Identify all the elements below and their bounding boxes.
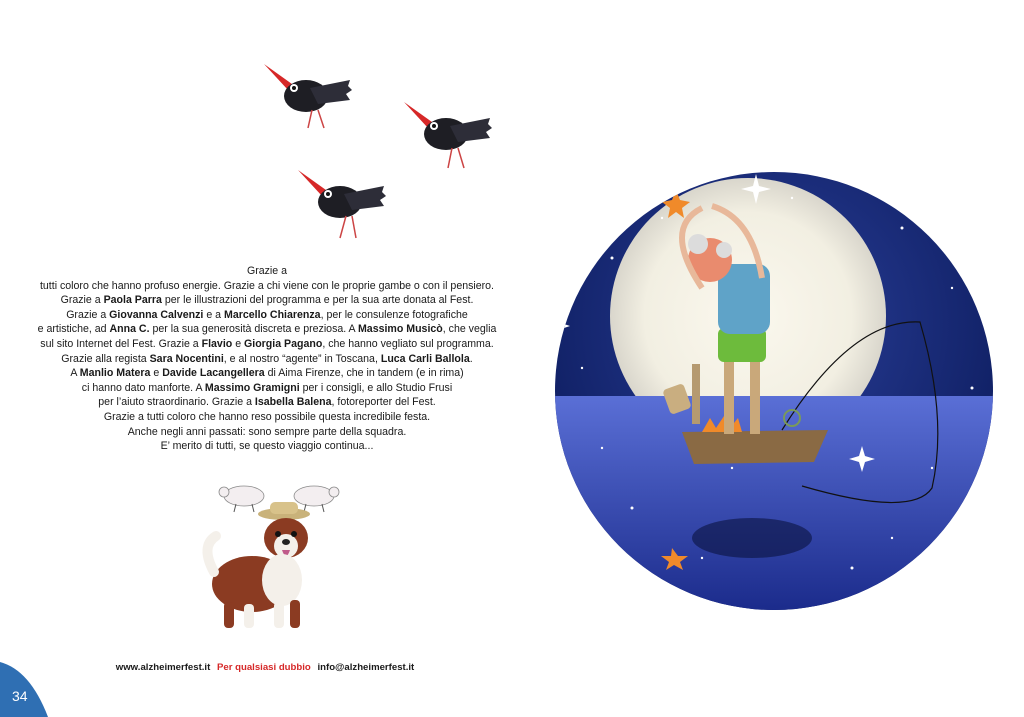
thanks-line [22,337,512,352]
bird-icon [292,164,392,244]
thanks-text: e [232,337,245,350]
thanks-line [22,308,512,323]
thanks-name: Massimo Musicò [357,323,443,336]
thanks-text: , per le consulenze fotografiche [320,308,468,321]
bird-icon [258,58,358,138]
thanks-line [22,264,512,279]
thanks-text: tutti coloro che hanno profuso energie. Grazie a chi viene con le proprie gambe o con il pensiero. [39,279,495,292]
thanks-text: sul sito Internet del Fest. Grazie a [40,337,202,350]
thanks-text: Grazie a [246,265,288,277]
thanks-line [22,381,512,396]
thanks-name: Giorgia Pagano [244,337,323,350]
thanks-text: e a [203,308,224,321]
thanks-line [22,279,512,294]
thanks-name: Isabella Balena [254,396,332,409]
thanks-name: Flavio [201,337,233,350]
email-link[interactable]: info@alzheimerfest.it [317,662,415,673]
thanks-name: Paola Parra [103,294,162,307]
thanks-text: e [150,367,163,380]
thanks-text: ci hanno dato manforte. A [81,381,205,394]
thanks-text: per i consigli, e allo Studio Frusi [299,381,453,394]
thanks-text: , che veglia [442,323,497,336]
thanks-line [22,410,512,425]
thanks-text: , fotoreporter del Fest. [331,396,436,409]
thanks-text: Grazie a [60,294,104,307]
thanks-text: , che hanno vegliato sul programma. [322,337,494,350]
thanks-text: Grazie a tutti coloro che hanno reso possibile questa incredibile festa. [103,410,431,423]
bird-icon [398,96,498,176]
thanks-text: , e al nostro “agente” in Toscana, [223,352,381,365]
thanks-line [22,366,512,381]
page-number: 34 [12,688,28,704]
thanks-text: per l’aiuto straordinario. Grazie a [98,396,255,409]
thanks-text: A [70,367,80,380]
acknowledgements-text [22,264,512,454]
thanks-line [22,352,512,367]
thanks-name: Massimo Gramigni [204,381,300,394]
thanks-text: Anche negli anni passati: sono sempre parte della squadra. [127,425,407,438]
thanks-text: . [469,352,473,365]
thanks-line [22,293,512,308]
thanks-text: e artistiche, ad [37,323,110,336]
thanks-line [22,322,512,337]
doubt-label: Per qualsiasi dubbio [216,662,311,673]
thanks-text: Grazie alla regista [61,352,150,365]
thanks-text: di Aima Firenze, che in tandem (e in rima) [264,367,464,380]
thanks-line [22,439,512,454]
thanks-text: E’ merito di tutti, se questo viaggio continua... [160,440,374,453]
thanks-name: Davide Lacangellera [162,367,265,380]
thanks-name: Giovanna Calvenzi [109,308,204,321]
moon-boat-scene-icon [552,168,996,614]
thanks-line [22,395,512,410]
dog-with-sheep-icon [196,476,346,636]
thanks-name: Sara Nocentini [149,352,224,365]
thanks-name: Luca Carli Ballola [380,352,470,365]
thanks-line [22,425,512,440]
thanks-text: per le illustrazioni del programma e per la sua arte donata al Fest. [161,294,474,307]
footer-contacts [0,662,530,673]
website-link[interactable]: www.alzheimerfest.it [115,662,211,673]
thanks-name: Anna C. [109,323,150,336]
thanks-text: per la sua generosità discreta e preziosa. A [149,323,358,336]
thanks-name: Marcello Chiarenza [224,308,321,321]
thanks-name: Manlio Matera [79,367,151,380]
thanks-text: Grazie a [66,308,110,321]
